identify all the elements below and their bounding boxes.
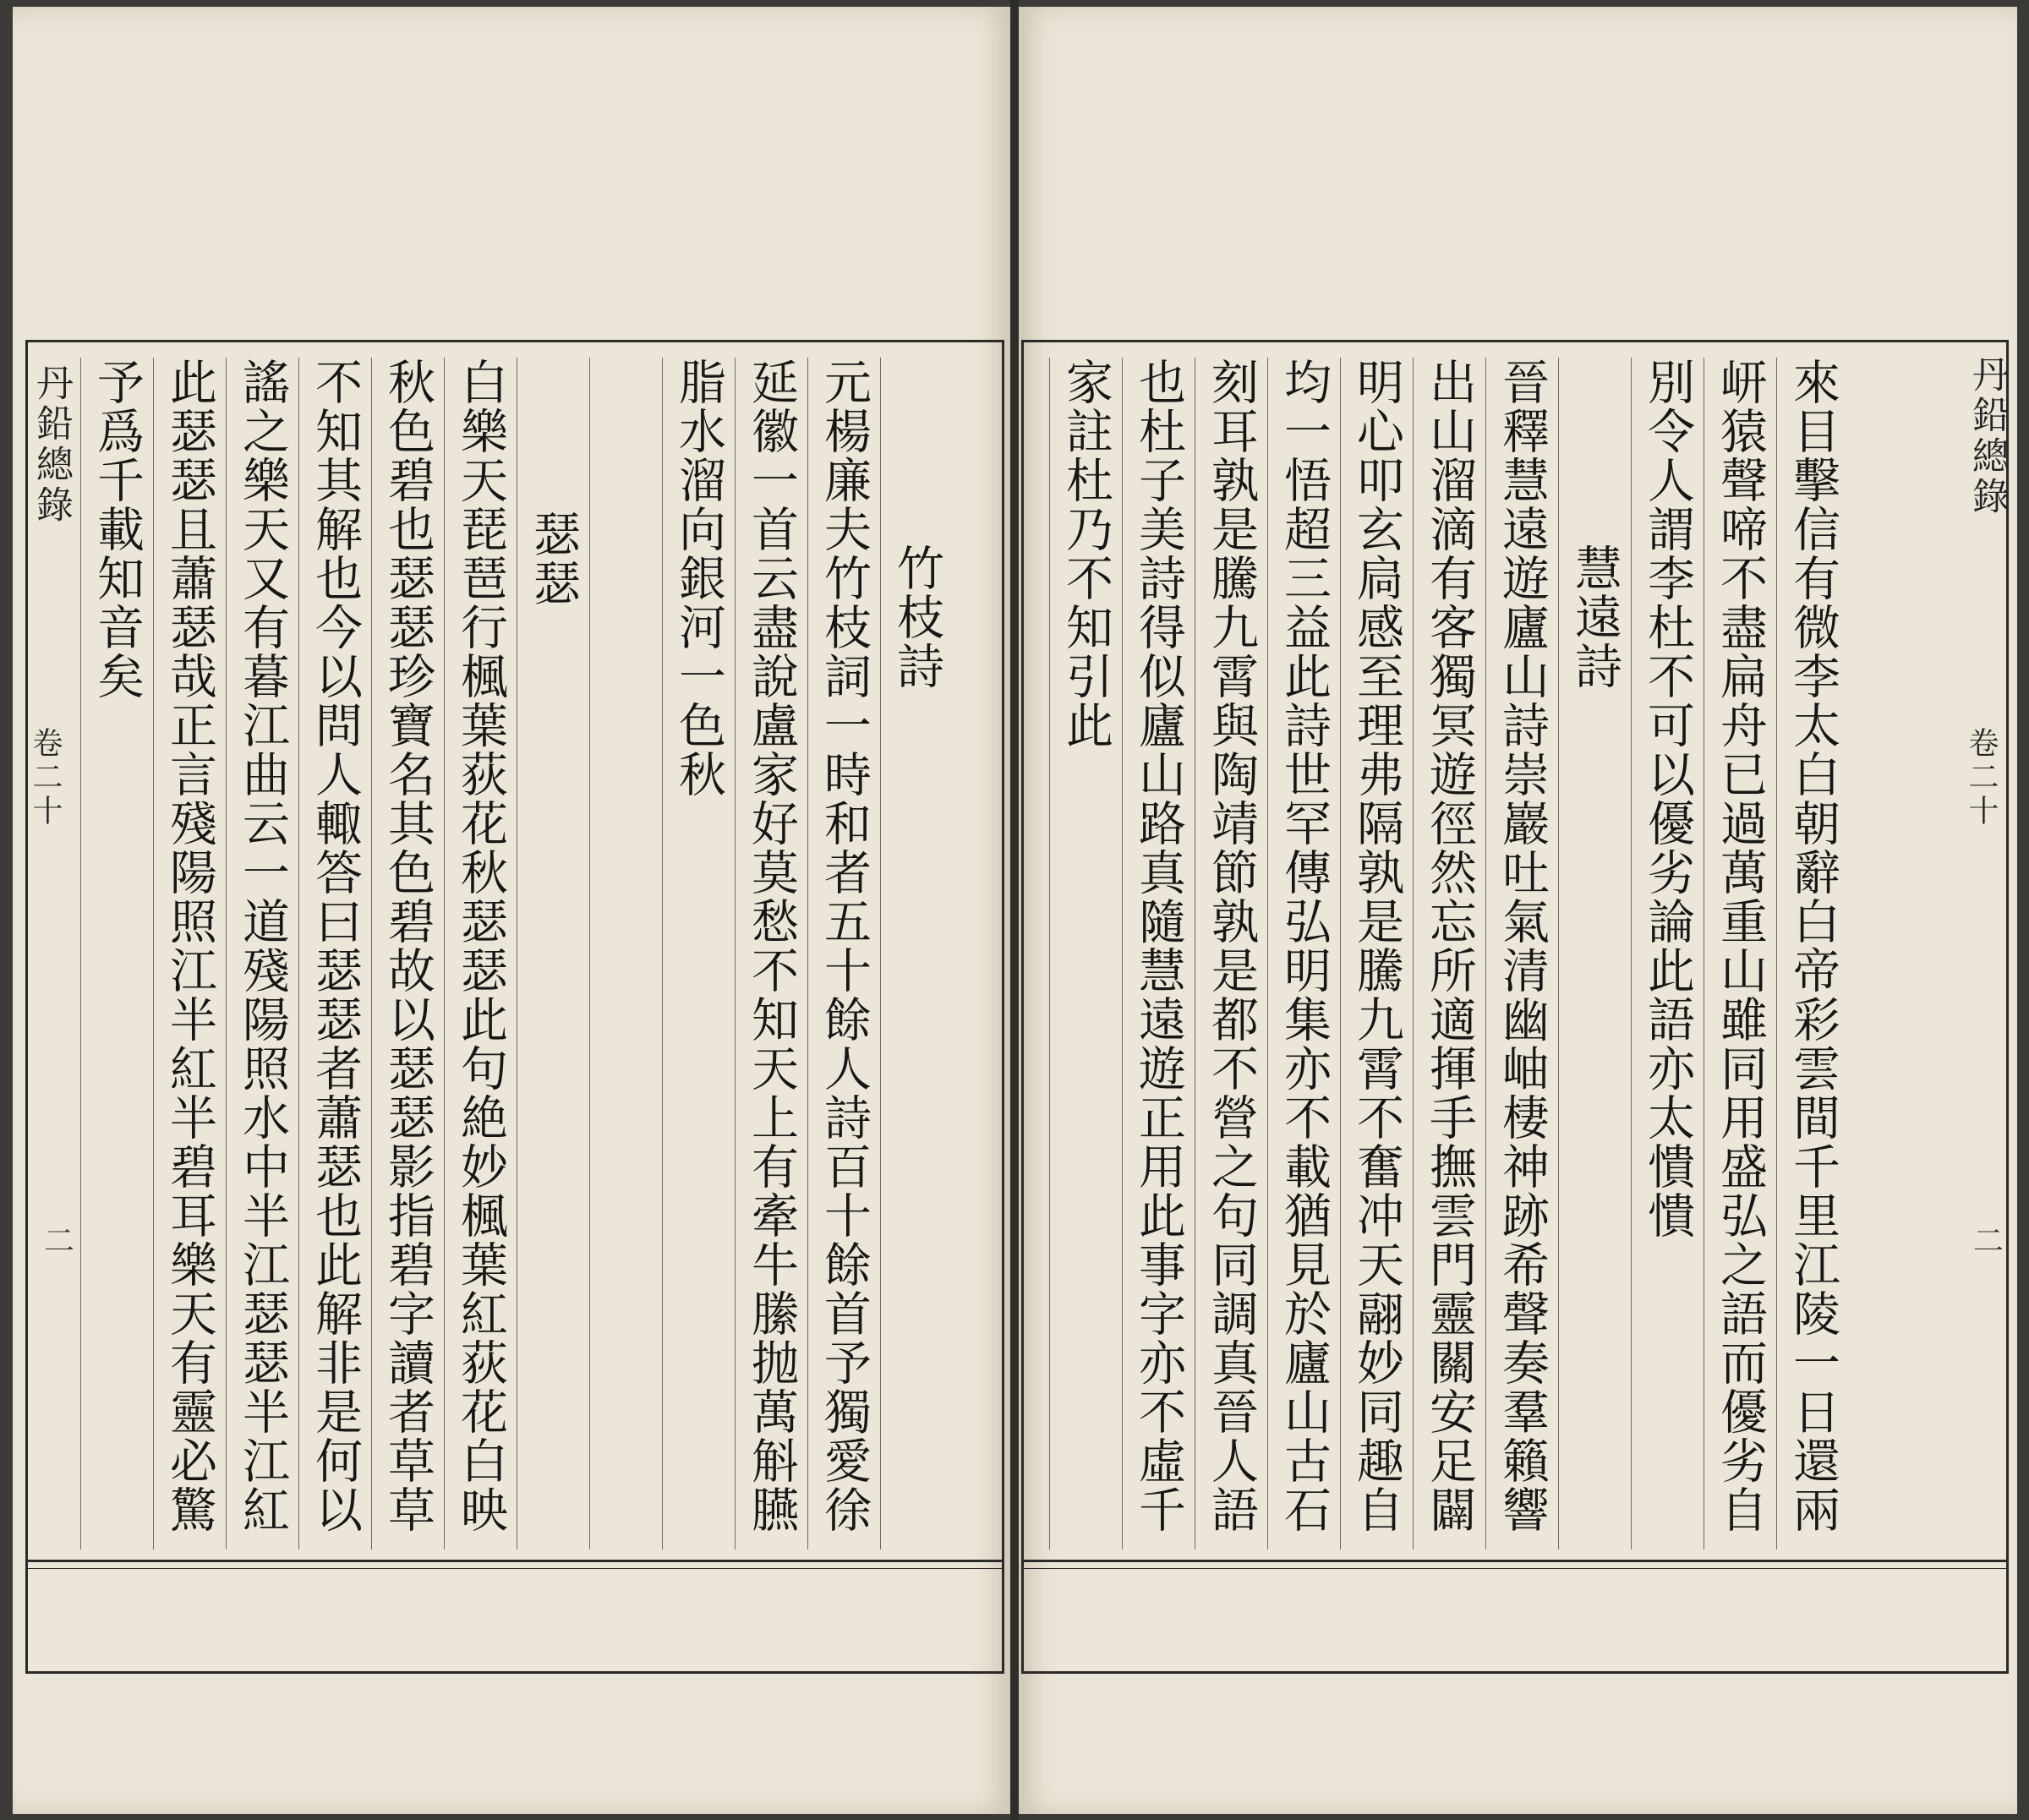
text-column: 明心叩玄扃感至理弗隔孰是騰九霄不奮冲天翮妙同趣自 — [1340, 358, 1412, 1549]
bottom-border-rule — [28, 1560, 1002, 1562]
bottom-border-inner-rule — [28, 1568, 1002, 1569]
right-margin-volume: 卷二十 — [1964, 727, 1999, 828]
text-column: 均一悟超三益此詩世罕傳弘明集亦不載猶見於廬山古石 — [1267, 358, 1339, 1549]
left-margin-volume: 卷二十 — [28, 727, 63, 828]
left-margin-title: 丹鉛總錄 — [30, 363, 73, 526]
section-heading-column — [880, 358, 952, 1549]
text-column: 來目擊信有微李太白朝辭白帝彩雲間千里江陵一日還兩 — [1776, 358, 1848, 1549]
bottom-border-rule — [1024, 1560, 2006, 1562]
text-column: 秋色碧也瑟瑟珍寶名其色碧故以瑟瑟影指碧字讀者草草 — [371, 358, 443, 1549]
right-margin-page-number: 二 — [1973, 1224, 2004, 1259]
bottom-border-inner-rule — [1024, 1568, 2006, 1569]
section-heading: 竹枝詩 — [889, 544, 944, 691]
text-column: 白樂天琵琶行楓葉荻花秋瑟瑟此句絶妙楓葉紅荻花白映 — [444, 358, 516, 1549]
section-heading: 慧遠詩 — [1567, 544, 1622, 691]
text-column: 也杜子美詩得似廬山路真隨慧遠遊正用此事字亦不虛千 — [1122, 358, 1194, 1549]
text-column: 岍猿聲啼不盡扁舟已過萬重山雖同用盛弘之語而優劣自 — [1704, 358, 1775, 1549]
text-column: 不知其解也今以問人輙答曰瑟瑟者蕭瑟也此解非是何以 — [298, 358, 370, 1549]
section-heading-column — [1558, 358, 1630, 1549]
left-margin-page-number: 二 — [44, 1224, 75, 1259]
text-column: 延徽一首云盡說盧家好莫愁不知天上有牽牛縢抛萬斛臙 — [735, 358, 807, 1549]
text-column: 刻耳孰是騰九霄與陶靖節孰是都不營之句同調真晉人語 — [1195, 358, 1266, 1549]
text-column: 予爲千載知音矣 — [80, 358, 152, 1549]
left-text-frame — [25, 340, 1004, 1674]
section-heading-column — [517, 358, 588, 1549]
text-column: 晉釋慧遠遊廬山詩崇巖吐氣清幽岫棲神跡希聲奏羣籟響 — [1485, 358, 1557, 1549]
section-heading: 瑟瑟 — [526, 510, 581, 608]
text-column: 謠之樂天又有暮江曲云一道殘陽照水中半江瑟瑟半江紅 — [226, 358, 298, 1549]
text-column: 出山溜滴有客獨冥遊徑然忘所適揮手撫雲門靈關安足闢 — [1413, 358, 1485, 1549]
blank-column — [589, 358, 661, 1549]
text-column: 別令人謂李杜不可以優劣論此語亦太憒憒 — [1631, 358, 1703, 1549]
text-column: 此瑟瑟且蕭瑟哉正言殘陽照江半紅半碧耳樂天有靈必驚 — [153, 358, 225, 1549]
text-column: 元楊廉夫竹枝詞一時和者五十餘人詩百十餘首予獨愛徐 — [807, 358, 879, 1549]
right-text-frame — [1021, 340, 2009, 1674]
book-gutter — [1010, 0, 1019, 1820]
text-column: 家註杜乃不知引此 — [1049, 358, 1121, 1549]
text-column: 脂水溜向銀河一色秋 — [662, 358, 734, 1549]
right-margin-title: 丹鉛總錄 — [1966, 355, 2009, 517]
